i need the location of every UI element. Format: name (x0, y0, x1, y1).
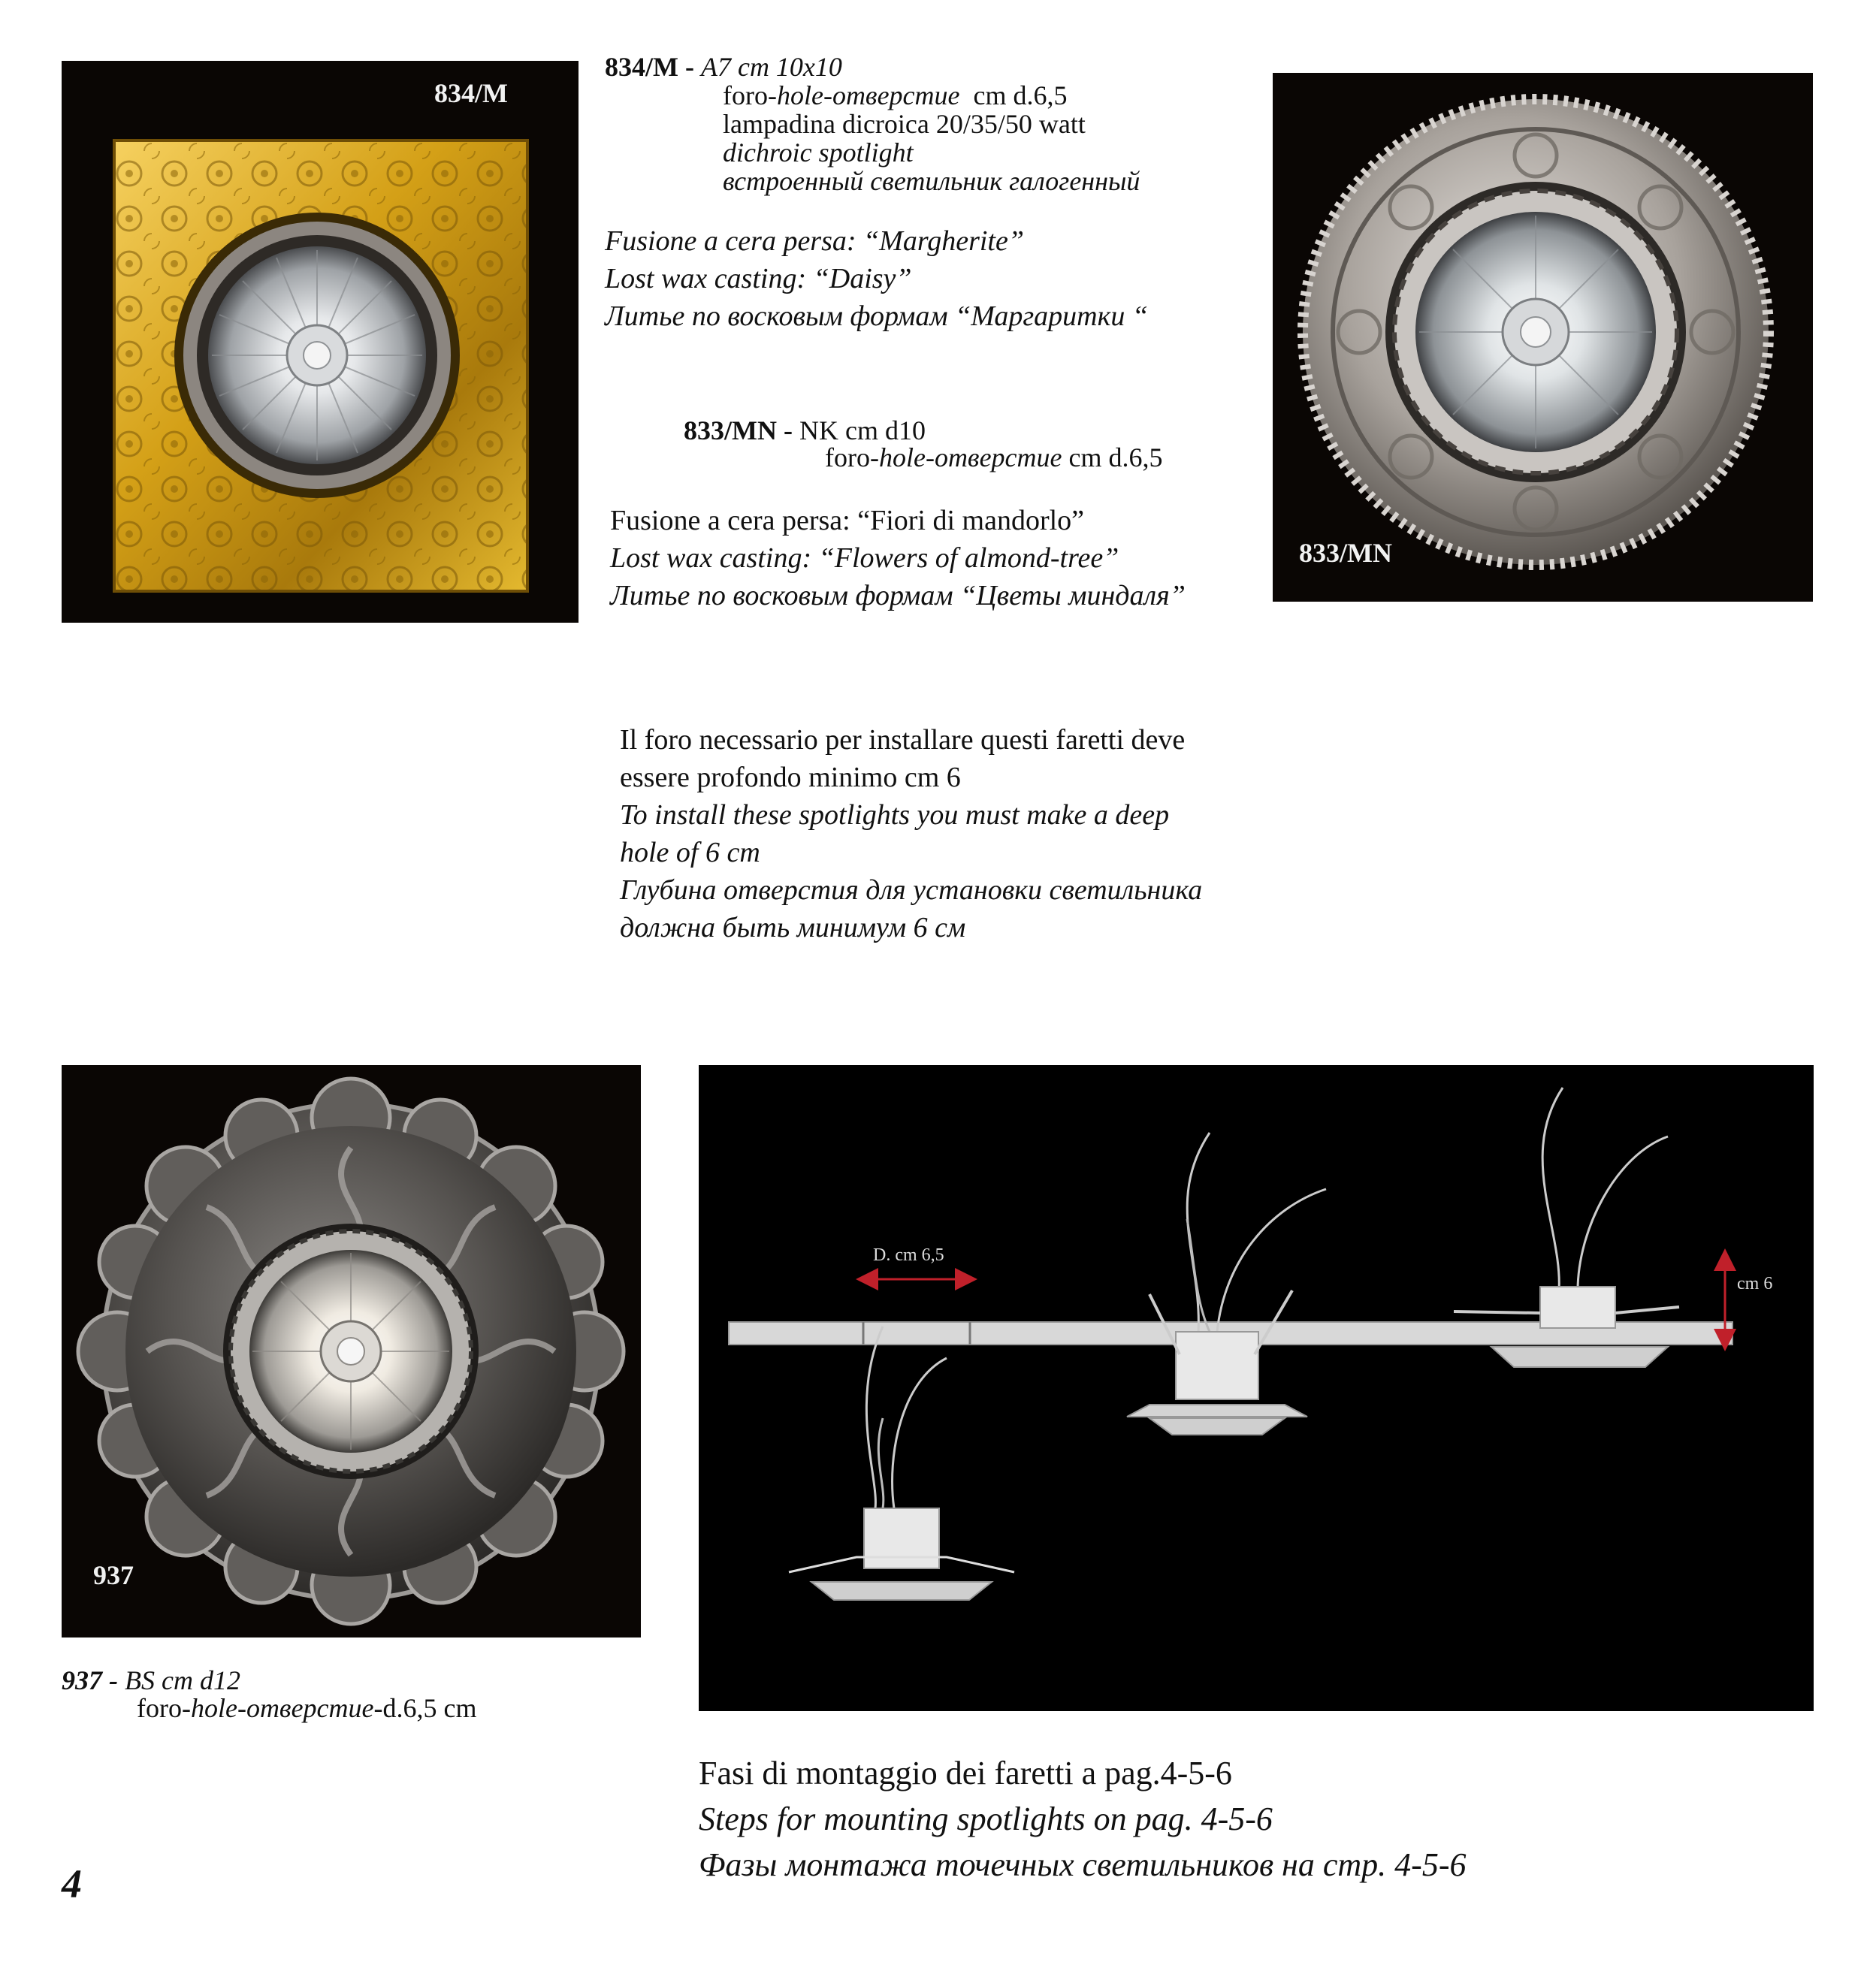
cast-it-833mn: Fusione a cera persa: “Fiori di mandorlo” (610, 505, 1085, 536)
photo-label-834m: 834/M (434, 78, 508, 108)
cast-it-834m: Fusione a cera persa: “Margherite” (605, 225, 1024, 257)
gold-square-fixture-image (62, 61, 579, 623)
code-834m: 834/M - (605, 52, 694, 82)
install-note-it-2: essere profondo minimo cm 6 (620, 762, 961, 793)
install-note-en-2: hole of 6 cm (620, 837, 760, 868)
fixture-step-1 (789, 1327, 1014, 1600)
fixture-step-2 (1127, 1133, 1326, 1435)
code-937: 937 - (62, 1665, 118, 1695)
hole-833mn-italic: hole-отверстие (878, 442, 1062, 472)
spec-834m: A7 cm 10x10 (700, 52, 842, 82)
steps-ru: Фазы монтажа точечных светильников на стр. 4-5-6 (699, 1846, 1467, 1883)
lamp-en-834m: dichroic spotlight (723, 137, 914, 168)
silver-round-fixture-image (1273, 73, 1813, 602)
hole-833mn (825, 442, 1162, 472)
steps-it: Fasi di montaggio dei faretti a pag.4-5-6 (699, 1755, 1232, 1791)
cast-en-834m: Lost wax casting: “Daisy” (605, 263, 912, 294)
hole-937-value: -d.6,5 cm (373, 1693, 477, 1723)
spec-834m-line1 (605, 52, 842, 82)
lamp-834m: lampadina dicroica 20/35/50 watt (723, 109, 1086, 139)
hole-937-italic: hole-отверстие (190, 1693, 374, 1723)
cast-en-833mn: Lost wax casting: “Flowers of almond-tree” (610, 542, 1119, 574)
hole-834m (723, 80, 1067, 110)
photo-834m (62, 61, 579, 623)
spec-937-line1 (62, 1665, 240, 1695)
page-number: 4 (62, 1861, 82, 1906)
spec-833mn: NK cm d10 (799, 415, 926, 445)
install-note-it-1: Il foro necessario per installare questi faretti deve (620, 724, 1186, 756)
install-note-en-1: To install these spotlights you must make a deep (620, 799, 1170, 831)
photo-label-937: 937 (93, 1560, 134, 1590)
install-note-ru-2: должна быть минимум 6 см (620, 912, 966, 943)
spec-937: BS cm d12 (125, 1665, 240, 1695)
mounting-steps-illustration (699, 1065, 1814, 1711)
install-note-ru-1: Глубина отверстия для установки светильника (620, 874, 1203, 906)
photo-937 (62, 1065, 641, 1638)
hole-833mn-value: cm d.6,5 (1068, 442, 1163, 472)
cast-ru-833mn: Литье по восковым формам “Цветы миндаля” (610, 580, 1186, 611)
photo-label-833mn: 833/MN (1299, 538, 1392, 568)
hole-833mn-prefix: foro- (825, 442, 879, 472)
hole-834m-value: cm d.6,5 (973, 80, 1068, 110)
code-833mn: 833/MN - (684, 415, 793, 445)
hole-937-prefix: foro- (137, 1693, 191, 1723)
hole-834m-prefix: foro- (723, 80, 777, 110)
depth-label: cm 6 (1737, 1274, 1773, 1293)
hole-937 (137, 1693, 476, 1723)
cast-ru-834m: Литье по восковым формам “Маргаритки “ (605, 300, 1149, 332)
dark-rosette-fixture-image (62, 1065, 641, 1638)
mounting-diagram (699, 1065, 1814, 1711)
photo-833mn (1273, 73, 1813, 602)
lamp-ru-834m: встроенный светильник галогенный (723, 166, 1140, 196)
spec-833mn-line1 (684, 415, 926, 445)
diameter-label: D. cm 6,5 (873, 1245, 944, 1265)
hole-834m-italic: hole-отверстие (776, 80, 960, 110)
steps-en: Steps for mounting spotlights on pag. 4-5-6 (699, 1800, 1273, 1837)
